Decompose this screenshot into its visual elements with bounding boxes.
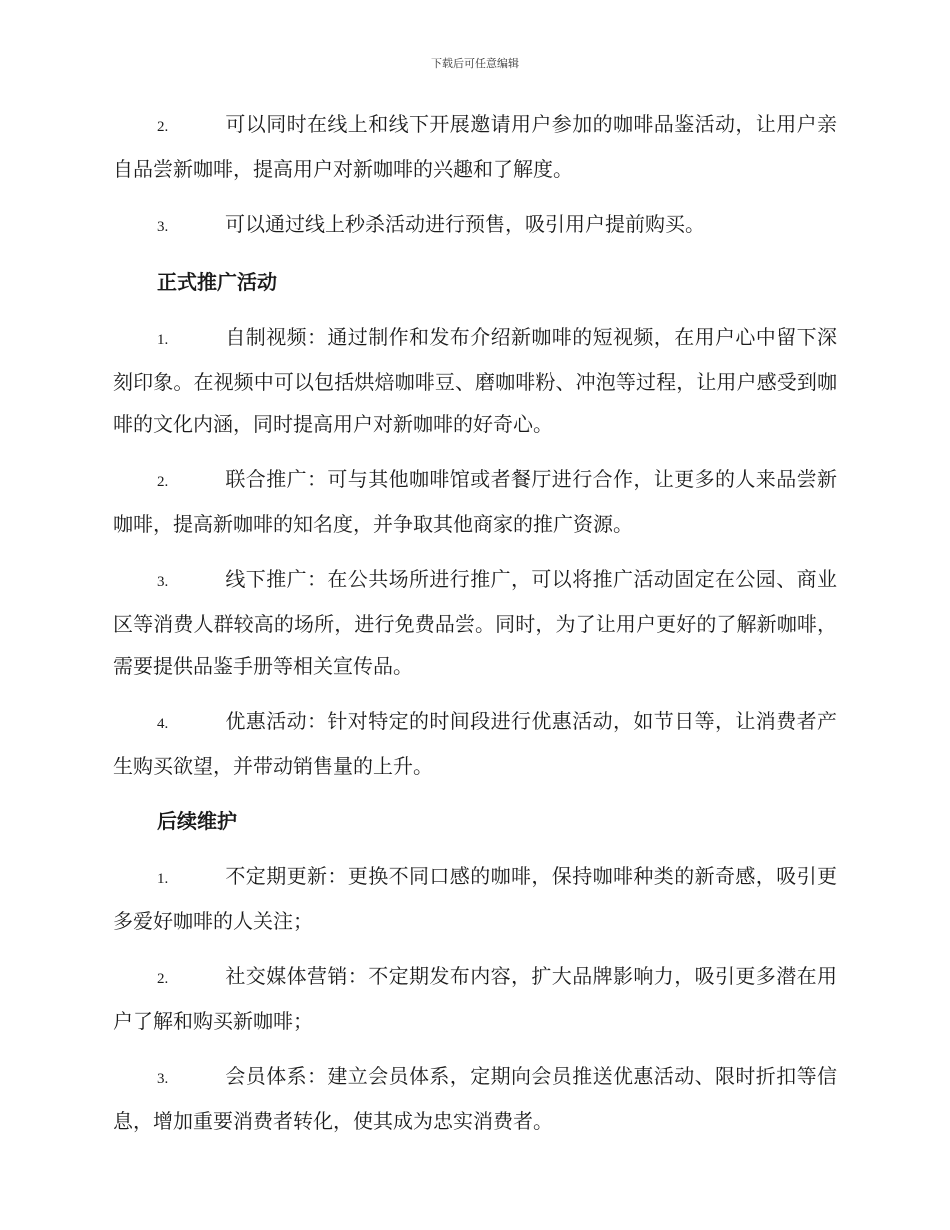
list-item [113,558,837,687]
document-body [113,103,837,1155]
list-text: 可以同时在线上和线下开展邀请用户参加的咖啡品鉴活动，让用户亲自品尝新咖啡，提高用户对新咖啡的兴趣和了解度。 [113,112,837,181]
list-number: 2. [157,119,169,135]
list-item [113,955,837,1042]
list-number: 2. [157,474,169,490]
list-item [113,203,837,248]
list-number: 4. [157,716,169,732]
list-number: 3. [157,1071,169,1087]
list-item [113,316,837,445]
section-heading: 正式推广活动 [157,270,277,294]
list-number: 2. [157,971,169,987]
list-text: 线下推广：在公共场所进行推广，可以将推广活动固定在公园、商业区等消费人群较高的场所，进行免费品尝。同时，为了让用户更好的了解新咖啡，需要提供品鉴手册等相关宣传品。 [113,567,837,678]
list-number: 3. [157,219,169,235]
list-number: 3. [157,574,169,590]
list-item [113,458,837,545]
list-text: 会员体系：建立会员体系，定期向会员推送优惠活动、限时折扣等信息，增加重要消费者转化，使其成为忠实消费者。 [113,1064,837,1133]
list-number: 1. [157,871,169,887]
list-text: 可以通过线上秒杀活动进行预售，吸引用户提前购买。 [225,212,705,236]
list-text: 社交媒体营销：不定期发布内容，扩大品牌影响力，吸引更多潜在用户了解和购买新咖啡； [113,964,837,1033]
page-header: 下载后可任意编辑 [431,57,519,70]
list-item [113,1055,837,1142]
list-number: 1. [157,332,169,348]
list-item [113,855,837,942]
list-text: 不定期更新：更换不同口感的咖啡，保持咖啡种类的新奇感，吸引更多爱好咖啡的人关注； [113,864,837,933]
list-item [113,103,837,190]
section-heading: 后续维护 [157,809,237,833]
list-item [113,700,837,787]
list-text: 自制视频：通过制作和发布介绍新咖啡的短视频，在用户心中留下深刻印象。在视频中可以包括烘焙咖啡豆、磨咖啡粉、冲泡等过程，让用户感受到咖啡的文化内涵，同时提高用户对新咖啡的好奇心。 [113,325,837,436]
list-text: 优惠活动：针对特定的时间段进行优惠活动，如节日等，让消费者产生购买欲望，并带动销售量的上升。 [113,709,837,778]
list-text: 联合推广：可与其他咖啡馆或者餐厅进行合作，让更多的人来品尝新咖啡，提高新咖啡的知名度，并争取其他商家的推广资源。 [113,467,837,536]
